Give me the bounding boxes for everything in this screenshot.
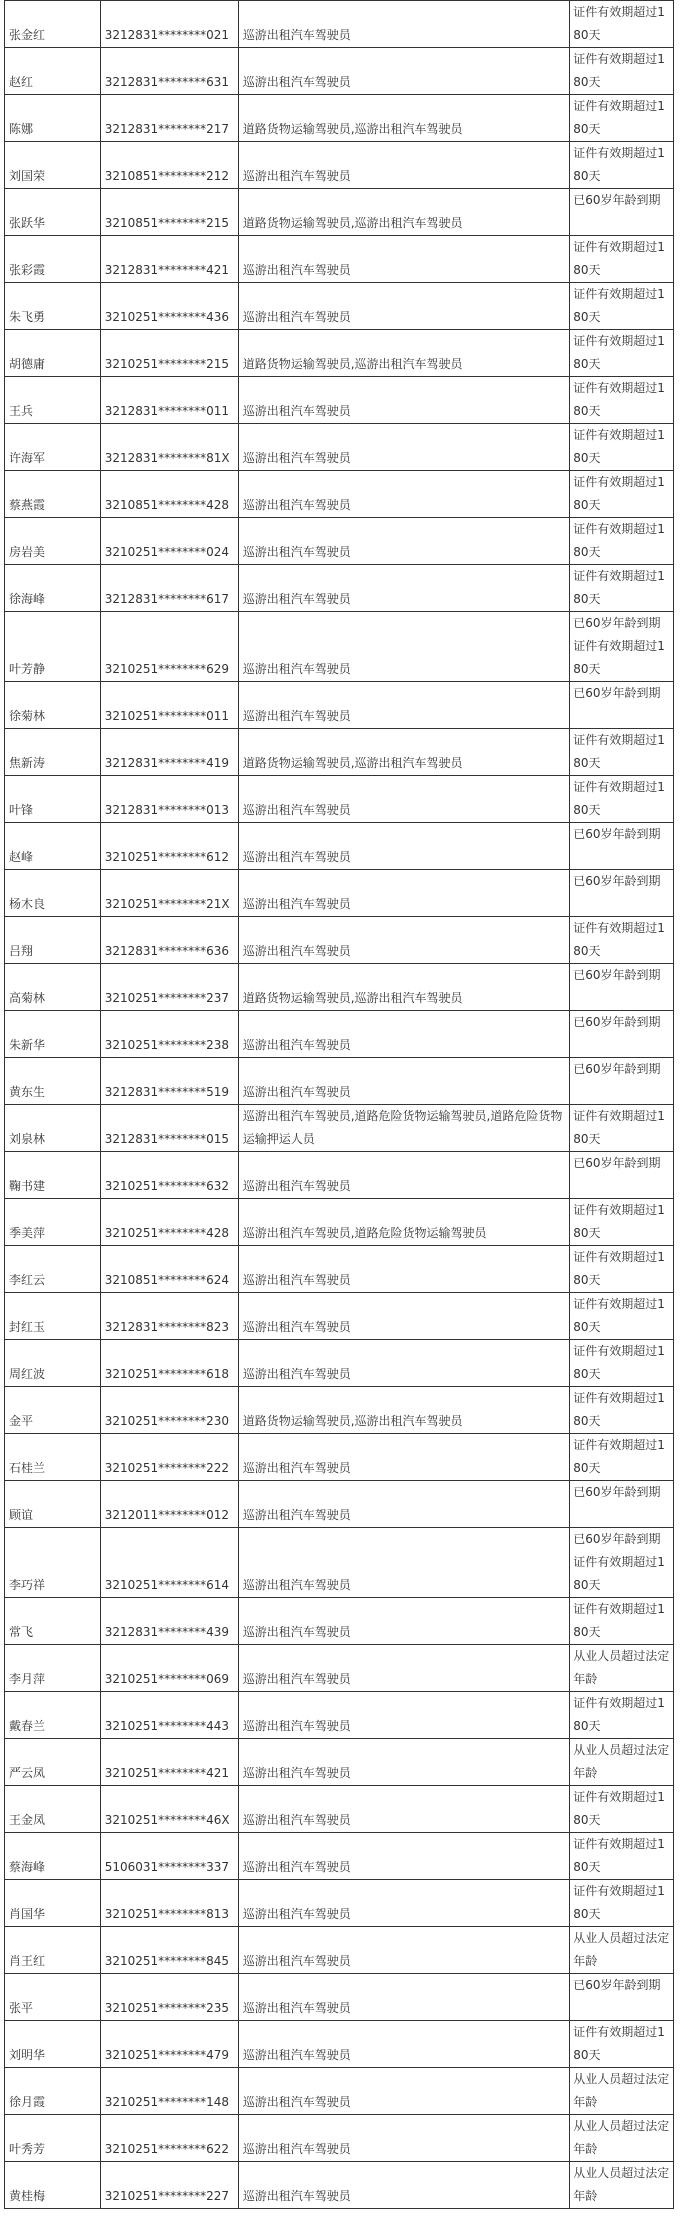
name-cell: 吕翔 [5,917,101,964]
certificate-type-cell: 巡游出租汽车驾驶员 [238,283,569,330]
name-cell: 封红玉 [5,1293,101,1340]
certificate-type-cell: 巡游出租汽车驾驶员 [238,1481,569,1528]
name-cell: 蔡燕霞 [5,471,101,518]
certificate-type-cell: 巡游出租汽车驾驶员 [238,1293,569,1340]
id-number-cell: 3212831********519 [100,1058,238,1105]
id-number-cell: 3210251********443 [100,1692,238,1739]
certificate-type-cell: 巡游出租汽车驾驶员 [238,471,569,518]
revocation-reason-cell: 从业人员超过法定年龄 [570,1645,674,1692]
table-row [5,1786,674,1833]
name-cell: 常飞 [5,1598,101,1645]
table-body [5,1,674,2209]
id-number-cell: 3212831********439 [100,1598,238,1645]
revocation-reason-cell: 证件有效期超过180天 [570,424,674,471]
name-cell: 金平 [5,1387,101,1434]
revocation-reason-cell: 证件有效期超过180天 [570,2021,674,2068]
id-number-cell: 3210851********215 [100,189,238,236]
id-number-cell: 3212831********617 [100,565,238,612]
certificate-type-cell: 巡游出租汽车驾驶员 [238,776,569,823]
certificate-type-cell: 巡游出租汽车驾驶员 [238,2021,569,2068]
revocation-reason-cell: 证件有效期超过180天 [570,95,674,142]
id-number-cell: 3210251********227 [100,2162,238,2209]
id-number-cell: 3210251********46X [100,1786,238,1833]
id-number-cell: 3210251********21X [100,870,238,917]
name-cell: 鞠书建 [5,1152,101,1199]
revocation-reason-cell: 证件有效期超过180天 [570,377,674,424]
certificate-type-cell: 巡游出租汽车驾驶员 [238,870,569,917]
table-row [5,1340,674,1387]
name-cell: 周红波 [5,1340,101,1387]
id-number-cell: 3210251********148 [100,2068,238,2115]
id-number-cell: 3210851********624 [100,1246,238,1293]
id-number-cell: 3210251********238 [100,1011,238,1058]
id-number-cell: 3210251********614 [100,1528,238,1598]
certificate-type-cell: 道路货物运输驾驶员,巡游出租汽车驾驶员 [238,1387,569,1434]
table-row [5,870,674,917]
revocation-reason-cell: 证件有效期超过180天 [570,1786,674,1833]
name-cell: 叶锋 [5,776,101,823]
certificate-type-cell: 道路货物运输驾驶员,巡游出租汽车驾驶员 [238,330,569,377]
name-cell: 叶秀芳 [5,2115,101,2162]
revocation-reason-cell: 证件有效期超过180天 [570,1387,674,1434]
table-row [5,1927,674,1974]
certificate-type-cell: 巡游出租汽车驾驶员 [238,1,569,48]
id-number-cell: 3212011********012 [100,1481,238,1528]
revocation-reason-cell: 从业人员超过法定年龄 [570,1927,674,1974]
table-row [5,518,674,565]
id-number-cell: 3210251********436 [100,283,238,330]
id-number-cell: 3210251********845 [100,1927,238,1974]
revocation-reason-cell: 证件有效期超过180天 [570,917,674,964]
table-row [5,565,674,612]
name-cell: 黄东生 [5,1058,101,1105]
revocation-reason-cell: 已60岁年龄到期 [570,1058,674,1105]
table-row [5,1528,674,1598]
revocation-reason-cell: 已60岁年龄到期 [570,964,674,1011]
certificate-type-cell: 道路货物运输驾驶员,巡游出租汽车驾驶员 [238,95,569,142]
table-row [5,1833,674,1880]
name-cell: 赵红 [5,48,101,95]
name-cell: 赵峰 [5,823,101,870]
certificate-type-cell: 巡游出租汽车驾驶员,道路危险货物运输驾驶员,道路危险货物运输押运人员 [238,1105,569,1152]
revocation-reason-cell: 证件有效期超过180天 [570,471,674,518]
certificate-type-cell: 巡游出租汽车驾驶员 [238,1645,569,1692]
table-row [5,1739,674,1786]
table-row [5,2115,674,2162]
table-row [5,1293,674,1340]
certificate-type-cell: 巡游出租汽车驾驶员 [238,1974,569,2021]
revocation-reason-cell: 从业人员超过法定年龄 [570,2115,674,2162]
revocation-reason-cell: 证件有效期超过180天 [570,1340,674,1387]
certificate-type-cell: 巡游出租汽车驾驶员 [238,1058,569,1105]
revocation-reason-cell: 证件有效期超过180天 [570,729,674,776]
certificate-type-cell: 道路货物运输驾驶员,巡游出租汽车驾驶员 [238,729,569,776]
certificate-type-cell: 巡游出租汽车驾驶员 [238,1246,569,1293]
table-row [5,776,674,823]
certificate-type-cell: 巡游出租汽车驾驶员 [238,142,569,189]
table-row [5,729,674,776]
id-number-cell: 3210851********428 [100,471,238,518]
table-row [5,189,674,236]
table-row [5,1152,674,1199]
revocation-reason-cell: 证件有效期超过180天 [570,1692,674,1739]
revocation-reason-cell: 已60岁年龄到期 [570,189,674,236]
name-cell: 许海军 [5,424,101,471]
name-cell: 朱新华 [5,1011,101,1058]
revocation-reason-cell: 证件有效期超过180天 [570,142,674,189]
certificate-type-cell: 巡游出租汽车驾驶员 [238,1152,569,1199]
certificate-type-cell: 巡游出租汽车驾驶员,道路危险货物运输驾驶员 [238,1199,569,1246]
revocation-reason-cell: 证件有效期超过180天 [570,1105,674,1152]
id-number-cell: 3210251********629 [100,612,238,682]
revocation-reason-cell: 证件有效期超过180天 [570,1880,674,1927]
revocation-reason-cell: 证件有效期超过180天 [570,1434,674,1481]
table-row [5,1974,674,2021]
table-row [5,1105,674,1152]
certificate-type-cell: 巡游出租汽车驾驶员 [238,48,569,95]
id-number-cell: 3212831********217 [100,95,238,142]
id-number-cell: 3210251********618 [100,1340,238,1387]
id-number-cell: 3210251********428 [100,1199,238,1246]
name-cell: 蔡海峰 [5,1833,101,1880]
name-cell: 张彩霞 [5,236,101,283]
revocation-reason-cell: 已60岁年龄到期证件有效期超过180天 [570,1528,674,1598]
id-number-cell: 3210251********622 [100,2115,238,2162]
id-number-cell: 3210851********212 [100,142,238,189]
table-row [5,2162,674,2209]
certificate-type-cell: 巡游出租汽车驾驶员 [238,1692,569,1739]
name-cell: 李月萍 [5,1645,101,1692]
certificate-type-cell: 巡游出租汽车驾驶员 [238,424,569,471]
table-row [5,1645,674,1692]
id-number-cell: 3212831********421 [100,236,238,283]
id-number-cell: 3210251********230 [100,1387,238,1434]
table-row [5,1,674,48]
table-row [5,823,674,870]
revocation-reason-cell: 证件有效期超过180天 [570,283,674,330]
revocation-reason-cell: 已60岁年龄到期 [570,823,674,870]
certificate-type-cell: 巡游出租汽车驾驶员 [238,917,569,964]
certificate-type-cell: 巡游出租汽车驾驶员 [238,1011,569,1058]
certificate-type-cell: 巡游出租汽车驾驶员 [238,565,569,612]
id-number-cell: 3210251********011 [100,682,238,729]
revocation-reason-cell: 证件有效期超过180天 [570,1833,674,1880]
certificate-type-cell: 道路货物运输驾驶员,巡游出租汽车驾驶员 [238,964,569,1011]
name-cell: 李红云 [5,1246,101,1293]
revocation-reason-cell: 从业人员超过法定年龄 [570,2162,674,2209]
revocation-reason-cell: 已60岁年龄到期 [570,1974,674,2021]
id-number-cell: 3210251********237 [100,964,238,1011]
id-number-cell: 3212831********419 [100,729,238,776]
revocation-reason-cell: 证件有效期超过180天 [570,518,674,565]
name-cell: 徐月霞 [5,2068,101,2115]
certificate-type-cell: 巡游出租汽车驾驶员 [238,1598,569,1645]
table-row [5,1434,674,1481]
name-cell: 石桂兰 [5,1434,101,1481]
table-row [5,236,674,283]
revocation-reason-cell: 证件有效期超过180天 [570,1,674,48]
revocation-reason-cell: 从业人员超过法定年龄 [570,2068,674,2115]
table-row [5,2021,674,2068]
name-cell: 胡德庸 [5,330,101,377]
revocation-reason-cell: 已60岁年龄到期 [570,682,674,729]
name-cell: 叶芳静 [5,612,101,682]
table-row [5,424,674,471]
revocation-reason-cell: 证件有效期超过180天 [570,1199,674,1246]
revocation-reason-cell: 已60岁年龄到期 [570,1152,674,1199]
certificate-type-cell: 巡游出租汽车驾驶员 [238,2162,569,2209]
table-row [5,1011,674,1058]
table-row [5,48,674,95]
id-number-cell: 3210251********479 [100,2021,238,2068]
revocation-reason-cell: 已60岁年龄到期 [570,1011,674,1058]
id-number-cell: 3210251********069 [100,1645,238,1692]
certificate-type-cell: 巡游出租汽车驾驶员 [238,1434,569,1481]
table-row [5,2068,674,2115]
name-cell: 戴春兰 [5,1692,101,1739]
name-cell: 徐菊林 [5,682,101,729]
id-number-cell: 3212831********81X [100,424,238,471]
name-cell: 王兵 [5,377,101,424]
revocation-reason-cell: 证件有效期超过180天 [570,48,674,95]
certificate-type-cell: 巡游出租汽车驾驶员 [238,682,569,729]
revocation-reason-cell: 证件有效期超过180天 [570,1598,674,1645]
certificate-type-cell: 巡游出租汽车驾驶员 [238,1927,569,1974]
certificate-type-cell: 巡游出租汽车驾驶员 [238,1786,569,1833]
id-number-cell: 3212831********013 [100,776,238,823]
table-row [5,964,674,1011]
certificate-type-cell: 巡游出租汽车驾驶员 [238,377,569,424]
certificate-type-cell: 巡游出租汽车驾驶员 [238,1739,569,1786]
table-row [5,1598,674,1645]
id-number-cell: 3212831********636 [100,917,238,964]
id-number-cell: 5106031********337 [100,1833,238,1880]
table-row [5,917,674,964]
table-row [5,1481,674,1528]
revocation-reason-cell: 证件有效期超过180天 [570,565,674,612]
revocation-reason-cell: 证件有效期超过180天 [570,1246,674,1293]
name-cell: 房岩美 [5,518,101,565]
id-number-cell: 3212831********015 [100,1105,238,1152]
certificate-type-cell: 巡游出租汽车驾驶员 [238,1528,569,1598]
revocation-reason-cell: 已60岁年龄到期证件有效期超过180天 [570,612,674,682]
name-cell: 朱飞勇 [5,283,101,330]
id-number-cell: 3210251********421 [100,1739,238,1786]
revocation-reason-cell: 证件有效期超过180天 [570,236,674,283]
table-row [5,330,674,377]
id-number-cell: 3210251********813 [100,1880,238,1927]
name-cell: 肖国华 [5,1880,101,1927]
name-cell: 徐海峰 [5,565,101,612]
certificate-type-cell: 巡游出租汽车驾驶员 [238,1833,569,1880]
name-cell: 肖王红 [5,1927,101,1974]
id-number-cell: 3210251********215 [100,330,238,377]
table-row [5,612,674,682]
certificate-type-cell: 巡游出租汽车驾驶员 [238,823,569,870]
revocation-reason-cell: 证件有效期超过180天 [570,776,674,823]
table-row [5,1692,674,1739]
table-row [5,95,674,142]
id-number-cell: 3210251********222 [100,1434,238,1481]
name-cell: 刘国荣 [5,142,101,189]
name-cell: 李巧祥 [5,1528,101,1598]
revocation-reason-cell: 已60岁年龄到期 [570,870,674,917]
table-row [5,283,674,330]
revocation-reason-cell: 从业人员超过法定年龄 [570,1739,674,1786]
certificate-type-cell: 巡游出租汽车驾驶员 [238,1340,569,1387]
name-cell: 焦新涛 [5,729,101,776]
revocation-reason-cell: 证件有效期超过180天 [570,330,674,377]
name-cell: 季美萍 [5,1199,101,1246]
table-row [5,1246,674,1293]
name-cell: 顾谊 [5,1481,101,1528]
revocation-reason-cell: 证件有效期超过180天 [570,1293,674,1340]
name-cell: 刘明华 [5,2021,101,2068]
certificate-type-cell: 巡游出租汽车驾驶员 [238,518,569,565]
name-cell: 严云凤 [5,1739,101,1786]
id-number-cell: 3210251********612 [100,823,238,870]
id-number-cell: 3212831********823 [100,1293,238,1340]
table-row [5,1058,674,1105]
id-number-cell: 3212831********021 [100,1,238,48]
certificate-type-cell: 道路货物运输驾驶员,巡游出租汽车驾驶员 [238,189,569,236]
id-number-cell: 3210251********632 [100,1152,238,1199]
table-row [5,471,674,518]
name-cell: 杨木良 [5,870,101,917]
certificate-type-cell: 巡游出租汽车驾驶员 [238,236,569,283]
revocation-reason-cell: 已60岁年龄到期 [570,1481,674,1528]
name-cell: 张金红 [5,1,101,48]
certificate-type-cell: 巡游出租汽车驾驶员 [238,2068,569,2115]
table-row [5,377,674,424]
certificate-type-cell: 巡游出租汽车驾驶员 [238,2115,569,2162]
id-number-cell: 3212831********011 [100,377,238,424]
table-row [5,142,674,189]
name-cell: 黄桂梅 [5,2162,101,2209]
id-number-cell: 3210251********024 [100,518,238,565]
driver-table [4,0,674,2209]
name-cell: 张平 [5,1974,101,2021]
name-cell: 王金凤 [5,1786,101,1833]
name-cell: 张跃华 [5,189,101,236]
name-cell: 刘泉林 [5,1105,101,1152]
table-row [5,682,674,729]
name-cell: 高菊林 [5,964,101,1011]
id-number-cell: 3210251********235 [100,1974,238,2021]
certificate-type-cell: 巡游出租汽车驾驶员 [238,1880,569,1927]
certificate-type-cell: 巡游出租汽车驾驶员 [238,612,569,682]
table-row [5,1387,674,1434]
table-row [5,1199,674,1246]
id-number-cell: 3212831********631 [100,48,238,95]
name-cell: 陈娜 [5,95,101,142]
table-row [5,1880,674,1927]
